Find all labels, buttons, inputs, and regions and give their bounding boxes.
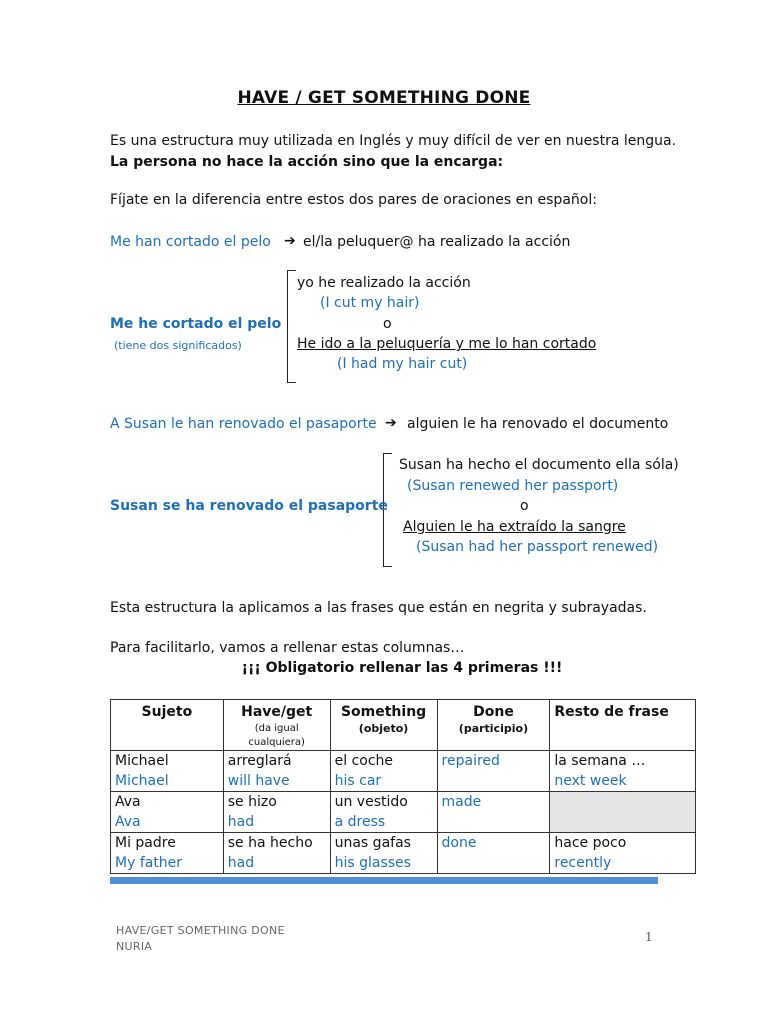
example2-sentence: A Susan le han renovado el pasaporte bbox=[110, 416, 377, 432]
cell-done: repaired bbox=[437, 751, 550, 792]
intro-line-1: Es una estructura muy utilizada en Inglés y muy difícil de ver en nuestra lengua. bbox=[110, 133, 677, 149]
header-resto: Resto de frase bbox=[550, 700, 696, 751]
example1-option-a-en: (I cut my hair) bbox=[320, 295, 420, 311]
example1-option-b-en: (I had my hair cut) bbox=[337, 356, 468, 372]
example1-option-b: He ido a la peluquería y me lo han cortado bbox=[297, 336, 597, 352]
outro-line-2: Para facilitarlo, vamos a rellenar estas columnas… bbox=[110, 640, 465, 656]
cell-something: unas gafas his glasses bbox=[330, 833, 437, 874]
cell-have-get: se ha hecho had bbox=[223, 833, 330, 874]
bracket-1 bbox=[287, 270, 296, 383]
footer-line-2: NURIA bbox=[116, 940, 153, 953]
outro-line-1: Esta estructura la aplicamos a las frases que están en negrita y subrayadas. bbox=[110, 600, 647, 616]
cell-have-get: arreglará will have bbox=[223, 751, 330, 792]
example1-or: o bbox=[383, 316, 392, 332]
arrow-icon: ➔ bbox=[385, 415, 397, 431]
header-have-get: Have/get (da igual cualquiera) bbox=[223, 700, 330, 751]
cell-have-get: se hizo had bbox=[223, 792, 330, 833]
example1-explanation: el/la peluquer@ ha realizado la acción bbox=[303, 234, 571, 250]
cell-resto: la semana … next week bbox=[550, 751, 696, 792]
table-row bbox=[111, 833, 696, 874]
intro-line-2: La persona no hace la acción sino que la encarga: bbox=[110, 154, 504, 170]
intro-line-3: Fíjate en la diferencia entre estos dos pares de oraciones en español: bbox=[110, 192, 597, 208]
columns-table bbox=[110, 699, 696, 874]
footer-bar bbox=[110, 877, 658, 884]
header-something: Something (objeto) bbox=[330, 700, 437, 751]
example2-option-b-en: (Susan had her passport renewed) bbox=[416, 539, 659, 555]
page-number: 1 bbox=[645, 930, 653, 944]
footer-line-1: HAVE/GET SOMETHING DONE bbox=[116, 924, 285, 937]
example2-option-a-en: (Susan renewed her passport) bbox=[407, 478, 619, 494]
header-done: Done (participio) bbox=[437, 700, 550, 751]
cell-something: el coche his car bbox=[330, 751, 437, 792]
cell-resto bbox=[550, 792, 696, 833]
table-row bbox=[111, 751, 696, 792]
example2-option-a: Susan ha hecho el documento ella sóla) bbox=[399, 457, 679, 473]
example1-pair-sentence: Me he cortado el pelo bbox=[110, 316, 282, 332]
cell-sujeto: Michael Michael bbox=[111, 751, 224, 792]
outro-line-3: ¡¡¡ Obligatorio rellenar las 4 primeras !!! bbox=[241, 660, 563, 676]
cell-done: made bbox=[437, 792, 550, 833]
example1-pair-note: (tiene dos significados) bbox=[114, 339, 242, 352]
cell-resto: hace poco recently bbox=[550, 833, 696, 874]
table-row bbox=[111, 792, 696, 833]
cell-sujeto: Ava Ava bbox=[111, 792, 224, 833]
cell-done: done bbox=[437, 833, 550, 874]
cell-sujeto: Mi padre My father bbox=[111, 833, 224, 874]
example2-pair-sentence: Susan se ha renovado el pasaporte bbox=[110, 498, 388, 514]
cell-something: un vestido a dress bbox=[330, 792, 437, 833]
page-title: HAVE / GET SOMETHING DONE bbox=[237, 88, 531, 108]
example1-option-a: yo he realizado la acción bbox=[297, 275, 471, 291]
example2-explanation: alguien le ha renovado el documento bbox=[407, 416, 669, 432]
table-header-row bbox=[111, 700, 696, 751]
example1-sentence: Me han cortado el pelo bbox=[110, 234, 271, 250]
example2-or: o bbox=[520, 498, 529, 514]
arrow-icon: ➔ bbox=[284, 233, 296, 249]
example2-option-b: Alguien le ha extraído la sangre bbox=[403, 519, 626, 535]
header-sujeto: Sujeto bbox=[111, 700, 224, 751]
